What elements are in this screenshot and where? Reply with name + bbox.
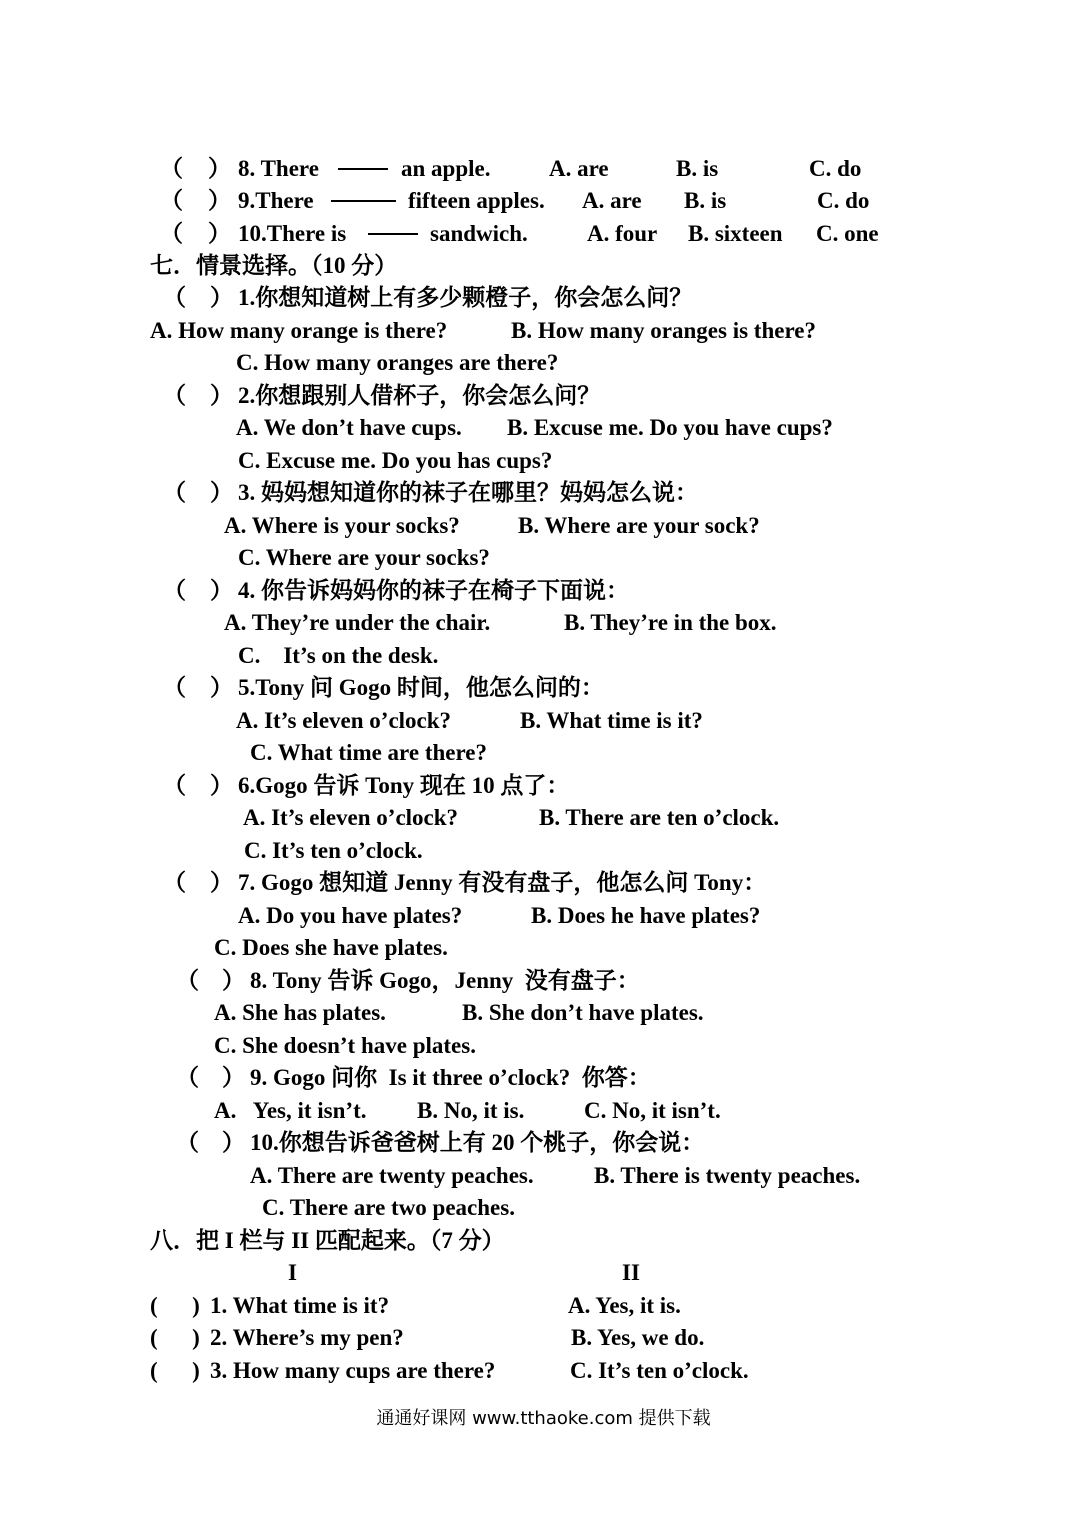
answer-paren-close: ） [210,675,233,700]
answer-paren-close: ） [208,156,231,181]
answer-paren-open: （ [160,188,183,213]
option-c: C. There are two peaches. [262,1195,515,1220]
option-c: C. How many oranges are there? [236,350,559,375]
page-footer: 通通好课网 www.tthaoke.com 提供下载 [376,1408,711,1429]
q7-4-stem: 4. 你告诉妈妈你的袜子在椅子下面说： [238,578,629,603]
q7-1-stem: 1.你想知道树上有多少颗橙子，你会怎么问？ [238,285,693,310]
option-b: B. No, it is. [417,1098,525,1123]
option-b: B. sixteen [688,221,783,246]
matching-right-item: A. Yes, it is. [568,1293,681,1318]
answer-paren-open: （ [160,156,183,181]
answer-paren-close: ） [222,1065,245,1090]
option-b: B. Where are your sock? [518,513,760,538]
q7-7-stem: 7. Gogo 想知道 Jenny 有没有盘子，他怎么问 Tony： [238,870,767,895]
q6-9-stem-end: fifteen apples. [408,188,545,213]
q6-8-stem: 8. There [238,156,319,181]
q6-8-stem-end: an apple. [401,156,491,181]
option-b: B. Does he have plates? [531,903,761,928]
answer-paren-open: （ [163,870,186,895]
answer-paren: ( ) [150,1293,200,1318]
matching-left-item: 2. Where’s my pen? [210,1325,404,1350]
option-b: B. She don’t have plates. [462,1000,704,1025]
option-c: C. one [816,221,879,246]
option-a: A. She has plates. [214,1000,386,1025]
fill-blank [368,213,418,243]
option-b: B. is [676,156,719,181]
option-c: C. It’s ten o’clock. [244,838,423,863]
option-c: C. No, it isn’t. [584,1098,721,1123]
option-b: B. is [684,188,727,213]
option-a: A. We don’t have cups. [236,415,462,440]
answer-paren-open: （ [176,1130,199,1155]
answer-paren-close: ） [208,221,231,246]
column-header-ii: II [622,1260,640,1285]
answer-paren-open: （ [160,221,183,246]
q7-8-stem: 8. Tony 告诉 Gogo，Jenny 没有盘子： [250,968,640,993]
option-c: C. She doesn’t have plates. [214,1033,476,1058]
answer-paren: ( ) [150,1325,200,1350]
option-b: B. They’re in the box. [564,610,777,635]
matching-left-item: 1. What time is it? [210,1293,390,1318]
fill-blank [338,148,388,178]
option-c: C. do [809,156,862,181]
option-b: B. What time is it? [520,708,703,733]
q6-9-stem: 9.There [238,188,314,213]
option-b: B. How many oranges is there? [511,318,816,343]
q7-10-stem: 10.你想告诉爸爸树上有 20 个桃子，你会说： [250,1130,705,1155]
answer-paren-close: ） [222,968,245,993]
option-a: A. How many orange is there? [150,318,448,343]
option-a: A. Do you have plates? [238,903,463,928]
option-a: A. There are twenty peaches. [250,1163,534,1188]
option-c: C. What time are there? [250,740,487,765]
option-a: A. They’re under the chair. [224,610,491,635]
q7-6-stem: 6.Gogo 告诉 Tony 现在 10 点了： [238,773,570,798]
answer-paren-close: ） [210,383,233,408]
option-b: B. Excuse me. Do you have cups? [507,415,833,440]
option-a: A. four [587,221,658,246]
answer-paren-open: （ [163,578,186,603]
answer-paren-close: ） [222,1130,245,1155]
option-c: C. It’s on the desk. [238,643,439,668]
option-a: A. Yes, it isn’t. [214,1098,367,1123]
option-a: A. are [549,156,609,181]
option-c: C. Excuse me. Do you has cups? [238,448,553,473]
answer-paren-close: ） [210,578,233,603]
answer-paren-open: （ [163,675,186,700]
option-b: B. There is twenty peaches. [594,1163,861,1188]
answer-paren-close: ） [210,773,233,798]
option-a: A. are [582,188,642,213]
q7-2-stem: 2.你想跟别人借杯子，你会怎么问？ [238,383,601,408]
answer-paren: ( ) [150,1358,200,1383]
matching-right-item: B. Yes, we do. [571,1325,705,1350]
answer-paren-close: ） [208,188,231,213]
q6-10-stem-end: sandwich. [430,221,528,246]
answer-paren-open: （ [176,968,199,993]
q7-9-stem: 9. Gogo 问你 Is it three o’clock? 你答： [250,1065,651,1090]
answer-paren-open: （ [163,773,186,798]
answer-paren-open: （ [176,1065,199,1090]
fill-blank [331,180,396,210]
option-a: A. It’s eleven o’clock? [243,805,459,830]
q7-3-stem: 3. 妈妈想知道你的袜子在哪里？妈妈怎么说： [238,480,698,505]
q6-10-stem: 10.There is [238,221,347,246]
section-heading-7: 七．情景选择。（10 分） [150,253,398,278]
option-c: C. Where are your socks? [238,545,490,570]
answer-paren-open: （ [163,383,186,408]
answer-paren-close: ） [210,480,233,505]
option-a: A. Where is your socks? [224,513,460,538]
section-heading-8: 八．把 I 栏与 II 匹配起来。（7 分） [150,1228,505,1253]
column-header-i: I [288,1260,297,1285]
answer-paren-close: ） [210,285,233,310]
option-a: A. It’s eleven o’clock? [236,708,452,733]
option-b: B. There are ten o’clock. [539,805,780,830]
matching-left-item: 3. How many cups are there? [210,1358,496,1383]
option-c: C. Does she have plates. [214,935,448,960]
matching-right-item: C. It’s ten o’clock. [570,1358,749,1383]
answer-paren-close: ） [210,870,233,895]
q7-5-stem: 5.Tony 问 Gogo 时间，他怎么问的： [238,675,604,700]
option-c: C. do [817,188,870,213]
answer-paren-open: （ [163,285,186,310]
answer-paren-open: （ [163,480,186,505]
